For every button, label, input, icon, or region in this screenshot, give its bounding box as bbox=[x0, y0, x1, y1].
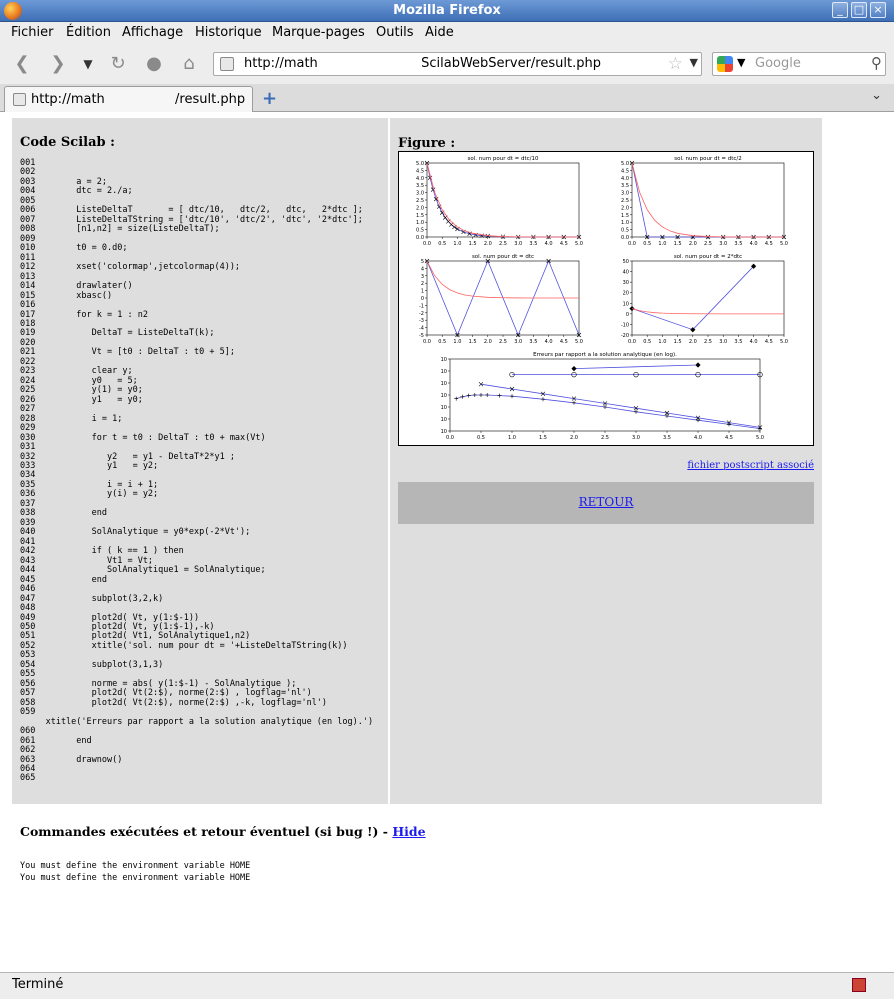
code-line: 009 bbox=[20, 233, 36, 244]
home-button[interactable]: ⌂ bbox=[183, 53, 195, 74]
plot-frame bbox=[632, 261, 784, 335]
figure-image bbox=[398, 151, 814, 446]
x-tick-label: 5.0 bbox=[780, 339, 788, 345]
x-tick-label: 0.5 bbox=[438, 339, 447, 345]
x-tick-label: 2.5 bbox=[499, 339, 507, 345]
code-title: Code Scilab : bbox=[20, 135, 115, 150]
code-line: 064 bbox=[20, 764, 36, 774]
plot-title: sol. num pour dt = dtc/2 bbox=[674, 156, 742, 162]
y-tick-label: 5.0 bbox=[416, 161, 424, 167]
window-titlebar bbox=[0, 0, 894, 22]
code-line: 046 bbox=[20, 584, 36, 595]
new-tab-button[interactable]: + bbox=[262, 88, 278, 109]
code-line: 041 bbox=[20, 536, 36, 547]
x-tick-label: 0.0 bbox=[423, 241, 431, 247]
x-tick-label: 2.5 bbox=[704, 241, 712, 247]
x-tick-label: 2.5 bbox=[601, 435, 609, 441]
code-line: 053 bbox=[20, 650, 36, 661]
code-line: 008 [n1,n2] = size(ListeDeltaT); bbox=[20, 224, 220, 235]
y-tick-label: -1 bbox=[419, 303, 424, 310]
y-tick-label: 2 bbox=[420, 281, 424, 288]
y-tick-label: 4.0 bbox=[621, 175, 629, 182]
status-addon-icon[interactable] bbox=[852, 978, 866, 992]
y-tick-label: 5.0 bbox=[621, 161, 629, 167]
url-dropdown-icon[interactable]: ▼ bbox=[689, 56, 698, 69]
search-placeholder[interactable]: Google bbox=[755, 56, 801, 71]
menu-historique[interactable]: Historique bbox=[195, 25, 262, 40]
code-line: 001 bbox=[20, 158, 36, 168]
y-tick-label: 5 bbox=[420, 259, 424, 265]
y-tick-label: 4.0 bbox=[416, 175, 424, 182]
code-line: 016 bbox=[20, 300, 36, 311]
code-line: 054 subplot(3,1,3) bbox=[20, 659, 164, 670]
code-line: 021 Vt = [t0 : DeltaT : t0 + 5]; bbox=[20, 347, 235, 358]
x-tick-label: 4.5 bbox=[559, 241, 568, 247]
code-line: 047 subplot(3,2,k) bbox=[20, 593, 164, 604]
x-tick-label: 2.0 bbox=[688, 241, 697, 247]
y-tick-label: 0.5 bbox=[621, 227, 629, 234]
code-line: 020 bbox=[20, 337, 36, 348]
search-icon[interactable]: ⚲ bbox=[871, 54, 882, 72]
code-line: 017 for k = 1 : n2 bbox=[20, 309, 148, 320]
y-tick-label: 0.5 bbox=[416, 227, 424, 234]
x-tick-label: 1.5 bbox=[468, 339, 477, 345]
menu-affichage[interactable]: Affichage bbox=[122, 25, 184, 40]
code-line: 057 plot2d( Vt(2:$), norme(2:$) , logflag='nl') bbox=[20, 688, 312, 699]
forward-button[interactable]: ❯ bbox=[50, 53, 66, 74]
x-tick-label: 1.0 bbox=[658, 241, 667, 247]
x-tick-label: 1.0 bbox=[453, 339, 462, 345]
reload-button[interactable]: ↻ bbox=[110, 53, 126, 74]
y-tick-label: 10 bbox=[440, 381, 447, 387]
maximize-button[interactable]: □ bbox=[851, 2, 867, 18]
tab-list-chevron-down-icon[interactable]: ⌄ bbox=[871, 88, 882, 103]
code-line: 045 end bbox=[20, 574, 107, 585]
x-tick-label: 3.5 bbox=[529, 241, 538, 247]
commands-title: Commandes exécutées et retour éventuel (si bug !) - bbox=[20, 824, 393, 839]
back-button[interactable]: ❮ bbox=[14, 53, 30, 74]
y-tick-label: 30 bbox=[622, 280, 629, 287]
y-tick-label: 3.0 bbox=[416, 190, 424, 197]
code-line: 022 bbox=[20, 356, 36, 367]
y-tick-label: 3.0 bbox=[621, 190, 629, 197]
y-tick-label: -4 bbox=[419, 325, 424, 332]
bookmark-star-icon[interactable]: ☆ bbox=[667, 54, 683, 74]
x-tick-label: 0.0 bbox=[423, 339, 431, 345]
y-tick-label: 50 bbox=[622, 259, 629, 265]
code-line: 031 bbox=[20, 442, 36, 453]
y-tick-label: 0 bbox=[625, 311, 629, 318]
menu-marque-pages[interactable]: Marque-pages bbox=[272, 25, 365, 40]
plot-title: sol. num pour dt = dtc/10 bbox=[467, 156, 539, 162]
x-tick-label: 3.0 bbox=[719, 241, 728, 247]
code-line: 012 xset('colormap',jetcolormap(4)); bbox=[20, 262, 241, 273]
code-line: 037 bbox=[20, 498, 36, 509]
code-line: xtitle('Erreurs par rapport a la solution analytique (en log).') bbox=[20, 716, 374, 727]
code-line: 056 norme = abs( y(1:$-1) - SolAnalytique ); bbox=[20, 678, 297, 689]
x-tick-label: 5.0 bbox=[756, 435, 764, 441]
x-tick-label: 2.0 bbox=[688, 339, 697, 345]
x-tick-label: 4.0 bbox=[544, 339, 553, 345]
y-tick-label: 1.0 bbox=[416, 220, 424, 227]
x-tick-label: 3.0 bbox=[719, 339, 728, 345]
x-tick-label: 0.5 bbox=[438, 241, 447, 247]
y-tick-label: -5 bbox=[419, 333, 424, 339]
code-panel bbox=[12, 118, 388, 804]
x-tick-label: 0.0 bbox=[446, 435, 454, 441]
x-tick-label: 4.5 bbox=[764, 339, 773, 345]
code-line: 014 drawlater() bbox=[20, 281, 133, 292]
minimize-button[interactable]: _ bbox=[832, 2, 848, 18]
y-tick-label: 4.5 bbox=[621, 168, 629, 175]
y-tick-label: 0 bbox=[420, 296, 424, 302]
code-line: 006 ListeDeltaT = [ dtc/10, dtc/2, dtc, 2*dtc ]; bbox=[20, 205, 363, 216]
x-tick-label: 5.0 bbox=[575, 241, 583, 247]
status-bar bbox=[0, 972, 894, 999]
plot-title: sol. num pour dt = dtc bbox=[471, 254, 535, 260]
figure-svg bbox=[399, 152, 813, 445]
code-line: 060 bbox=[20, 726, 36, 737]
code-line: 024 y0 = 5; bbox=[20, 375, 138, 386]
x-tick-label: 1.5 bbox=[468, 241, 477, 247]
x-tick-label: 3.0 bbox=[514, 241, 523, 247]
code-line: 025 y(1) = y0; bbox=[20, 385, 143, 396]
x-tick-label: 0.5 bbox=[477, 435, 485, 441]
code-line: 013 bbox=[20, 271, 36, 282]
y-tick-label: 1.5 bbox=[621, 212, 629, 219]
code-line: 039 bbox=[20, 517, 36, 528]
code-line: 059 bbox=[20, 707, 36, 718]
x-tick-label: 2.0 bbox=[570, 435, 578, 441]
x-tick-label: 3.5 bbox=[734, 339, 743, 345]
code-listing bbox=[20, 159, 373, 784]
search-box[interactable] bbox=[712, 52, 886, 76]
y-tick-label: 0.0 bbox=[621, 235, 629, 241]
code-line: 007 ListeDeltaTString = ['dtc/10', 'dtc/2', 'dtc', '2*dtc']; bbox=[20, 214, 363, 225]
y-tick-label: 10 bbox=[440, 369, 447, 375]
code-line: 005 bbox=[20, 195, 36, 206]
url-text[interactable]: http://math ScilabWebServer/result.php bbox=[244, 56, 601, 71]
x-tick-label: 1.0 bbox=[508, 435, 516, 441]
x-tick-label: 2.5 bbox=[704, 339, 712, 345]
y-tick-label: 40 bbox=[622, 269, 629, 276]
google-engine-icon[interactable] bbox=[717, 56, 733, 72]
page-content bbox=[0, 112, 894, 972]
menu-bar bbox=[0, 22, 894, 44]
code-line: 030 for t = t0 : DeltaT : t0 + max(Vt) bbox=[20, 432, 266, 443]
y-tick-label: 4.5 bbox=[416, 168, 424, 175]
x-tick-label: 1.0 bbox=[658, 339, 667, 345]
code-line: 032 y2 = y1 - DeltaT*2*y1 ; bbox=[20, 451, 235, 462]
y-tick-label: 10 bbox=[440, 393, 447, 399]
code-line: 027 bbox=[20, 404, 36, 415]
y-tick-label: -20 bbox=[620, 333, 629, 339]
y-tick-label: 2.5 bbox=[621, 198, 629, 204]
close-button[interactable]: × bbox=[870, 2, 886, 18]
menu-edition[interactable]: Édition bbox=[66, 25, 111, 40]
code-line: 055 bbox=[20, 669, 36, 680]
code-line: 038 end bbox=[20, 508, 107, 519]
y-tick-label: 10 bbox=[440, 429, 447, 435]
tab-title: http://math /result.php bbox=[31, 92, 246, 107]
code-line: 042 if ( k == 1 ) then bbox=[20, 546, 184, 557]
code-line: 011 bbox=[20, 252, 36, 263]
y-tick-label: 2.0 bbox=[416, 205, 424, 212]
code-line: 035 i = i + 1; bbox=[20, 479, 159, 490]
y-tick-label: 3.5 bbox=[416, 183, 424, 190]
x-tick-label: 3.5 bbox=[529, 339, 538, 345]
retour-link[interactable]: RETOUR bbox=[578, 495, 634, 509]
commands-heading bbox=[20, 824, 426, 839]
y-tick-label: 1.5 bbox=[416, 212, 424, 219]
y-tick-label: -10 bbox=[620, 322, 629, 329]
y-tick-label: 3.5 bbox=[621, 183, 629, 190]
y-tick-label: 1 bbox=[420, 288, 424, 295]
status-text: Terminé bbox=[12, 977, 64, 992]
retour-box bbox=[398, 482, 814, 524]
y-tick-label: 10 bbox=[440, 357, 447, 363]
x-tick-label: 0.5 bbox=[643, 241, 652, 247]
code-line: 034 bbox=[20, 470, 36, 481]
code-line: 044 SolAnalytique1 = SolAnalytique; bbox=[20, 565, 266, 576]
code-line: 040 SolAnalytique = y0*exp(-2*Vt'); bbox=[20, 527, 251, 538]
x-tick-label: 2.0 bbox=[483, 241, 492, 247]
window-title: Mozilla Firefox bbox=[393, 3, 501, 18]
figure-panel bbox=[390, 118, 822, 804]
y-tick-label: 10 bbox=[622, 301, 629, 308]
x-tick-label: 4.0 bbox=[749, 241, 758, 247]
x-tick-label: 4.5 bbox=[764, 241, 773, 247]
code-line: 048 bbox=[20, 603, 36, 614]
y-tick-label: 2.0 bbox=[621, 205, 629, 212]
code-line: 051 plot2d( Vt1, SolAnalytique1,n2) bbox=[20, 631, 251, 642]
x-tick-label: 3.0 bbox=[514, 339, 523, 345]
x-tick-label: 3.5 bbox=[734, 241, 743, 247]
code-line: 052 xtitle('sol. num pour dt = '+ListeDeltaTString(k)) bbox=[20, 640, 348, 651]
y-tick-label: 10 bbox=[440, 405, 447, 411]
code-line: 063 drawnow() bbox=[20, 754, 123, 765]
x-tick-label: 4.5 bbox=[559, 339, 568, 345]
x-tick-label: 4.0 bbox=[749, 339, 758, 345]
menu-aide[interactable]: Aide bbox=[425, 25, 454, 40]
stop-button[interactable]: ● bbox=[146, 53, 162, 74]
code-line: 028 i = 1; bbox=[20, 413, 123, 424]
x-tick-label: 2.0 bbox=[483, 339, 492, 345]
y-tick-label: 20 bbox=[622, 290, 629, 297]
y-tick-label: 2.5 bbox=[416, 198, 424, 204]
x-tick-label: 1.5 bbox=[673, 339, 682, 345]
code-line: 050 plot2d( Vt, y(1:$-1),-k) bbox=[20, 621, 215, 632]
x-tick-label: 0.0 bbox=[628, 339, 636, 345]
postscript-link[interactable]: fichier postscript associé bbox=[687, 460, 814, 471]
x-tick-label: 2.5 bbox=[499, 241, 507, 247]
plot-title: Erreurs par rapport a la solution analytique (en log). bbox=[533, 352, 677, 358]
x-tick-label: 4.5 bbox=[725, 435, 733, 441]
hide-link[interactable]: Hide bbox=[392, 824, 426, 839]
code-line: 043 Vt1 = Vt; bbox=[20, 555, 154, 566]
code-line: 049 plot2d( Vt, y(1:$-1)) bbox=[20, 612, 200, 623]
code-line: 003 a = 2; bbox=[20, 176, 107, 187]
output-line: You must define the environment variable HOME bbox=[20, 861, 251, 871]
x-tick-label: 3.5 bbox=[663, 435, 671, 441]
address-bar[interactable] bbox=[213, 52, 702, 76]
plot-frame bbox=[632, 163, 784, 237]
code-line: 058 plot2d( Vt(2:$), norme(2:$) ,-k, logflag='nl') bbox=[20, 697, 328, 708]
code-line: 019 DeltaT = ListeDeltaT(k); bbox=[20, 328, 215, 339]
x-tick-label: 3.0 bbox=[632, 435, 640, 441]
code-line: 061 end bbox=[20, 735, 92, 746]
y-tick-label: -2 bbox=[419, 310, 424, 317]
code-line: 002 bbox=[20, 167, 36, 178]
code-line: 036 y(i) = y2; bbox=[20, 489, 159, 500]
tab-bar bbox=[0, 84, 894, 112]
plot-title: sol. num pour dt = 2*dtc bbox=[673, 254, 743, 260]
figure-title: Figure : bbox=[398, 136, 456, 151]
y-tick-label: 1.0 bbox=[621, 220, 629, 227]
y-tick-label: 10 bbox=[440, 417, 447, 423]
code-line: 004 dtc = 2./a; bbox=[20, 186, 133, 197]
history-dropdown-icon[interactable]: ▼ bbox=[83, 57, 93, 71]
y-tick-label: -3 bbox=[419, 318, 424, 325]
y-tick-label: 3 bbox=[420, 273, 424, 280]
x-tick-label: 1.5 bbox=[539, 435, 547, 441]
x-tick-label: 4.0 bbox=[694, 435, 702, 441]
code-line: 010 t0 = 0.d0; bbox=[20, 243, 128, 254]
code-line: 029 bbox=[20, 423, 36, 434]
site-identity-icon[interactable] bbox=[220, 57, 234, 71]
output-line: You must define the environment variable HOME bbox=[20, 873, 251, 883]
code-line: 023 clear y; bbox=[20, 366, 133, 377]
code-line: 026 y1 = y0; bbox=[20, 394, 143, 405]
code-line: 033 y1 = y2; bbox=[20, 461, 159, 471]
x-tick-label: 0.5 bbox=[643, 339, 652, 345]
code-line: 015 xbasc() bbox=[20, 290, 113, 301]
x-tick-label: 5.0 bbox=[575, 339, 583, 345]
code-line: 065 bbox=[20, 773, 36, 784]
x-tick-label: 0.0 bbox=[628, 241, 636, 247]
x-tick-label: 4.0 bbox=[544, 241, 553, 247]
code-line: 062 bbox=[20, 745, 36, 756]
engine-dropdown-icon[interactable]: ▼ bbox=[737, 56, 746, 69]
menu-fichier[interactable]: Fichier bbox=[11, 25, 54, 40]
tab-favicon-icon bbox=[13, 93, 26, 106]
x-tick-label: 1.5 bbox=[673, 241, 682, 247]
y-tick-label: 4 bbox=[420, 266, 424, 273]
x-tick-label: 5.0 bbox=[780, 241, 788, 247]
x-tick-label: 1.0 bbox=[453, 241, 462, 247]
menu-outils[interactable]: Outils bbox=[376, 25, 414, 40]
code-line: 018 bbox=[20, 318, 36, 329]
tab-result[interactable] bbox=[4, 86, 253, 112]
y-tick-label: 0.0 bbox=[416, 235, 424, 241]
commands-output bbox=[20, 860, 250, 884]
